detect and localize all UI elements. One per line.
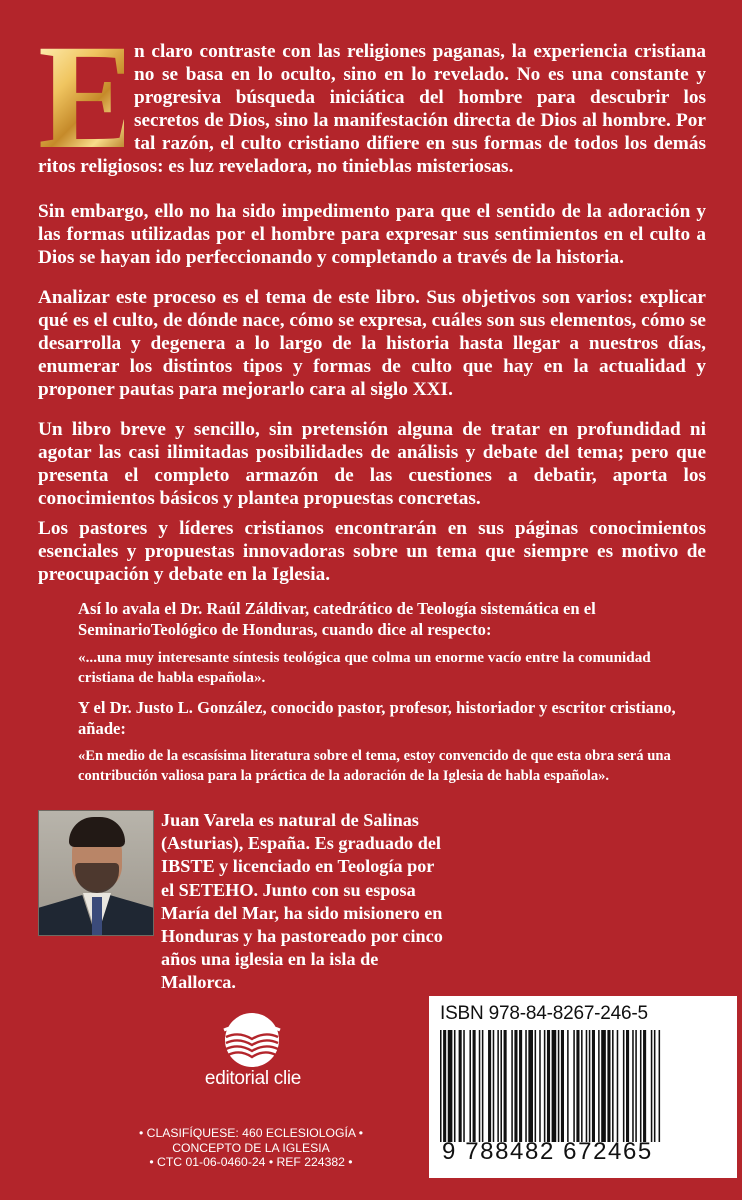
classification-line-2: CONCEPTO DE LA IGLESIA xyxy=(172,1140,330,1155)
classification-line-3: • CTC 01-06-0460-24 • REF 224382 • xyxy=(149,1155,353,1170)
intro-paragraph-3: Analizar este proceso es el tema de este libro. Sus objetivos son varios: explicar qué es el culto, de dónde nace, cómo se expresa, cuáles son sus elementos, cómo se desarrolla y degenera a lo largo de la historia hasta llegar a nuestros días, enumerar los distintos tipos y formas de culto que hay en la actualidad y proponer pautas para mejorarlo cara al siglo XXI. xyxy=(38,287,706,400)
intro-paragraph-2: Sin embargo, ello no ha sido impedimento para que el sentido de la adoración y las formas utilizadas por el hombre para expresar sus sentimientos en el culto a Dios se hayan ido perfeccionando y completando a través de la historia. xyxy=(38,201,706,268)
open-book-circle-logo-icon xyxy=(214,1010,290,1068)
endorsement-quote-1: «...una muy interesante síntesis teológica que colma un enorme vacío entre la comunidad cristiana de habla española». xyxy=(78,649,651,686)
endorsement-quote-2: «En medio de la escasísima literatura sobre el tema, estoy convencido de que esta obra será una contribución valiosa para la práctica de la adoración de la Iglesia de habla española». xyxy=(78,748,671,784)
isbn-label: ISBN 978-84-8267-246-5 xyxy=(440,1003,648,1024)
intro-paragraph-4: Un libro breve y sencillo, sin pretensión alguna de tratar en profundidad ni agotar las casi ilimitadas posibilidades de análisis y debate del tema; pero que presenta el completo armazón de las cuestiones a debatir, aporta los conocimientos básicos y plantea propuestas concretas. xyxy=(38,419,706,509)
barcode-bars xyxy=(438,1030,726,1142)
drop-cap-letter: E xyxy=(38,14,139,180)
author-bio: Juan Varela es natural de Salinas (Asturias), España. Es graduado del IBSTE y licenciado en Teología por el SETEHO. Junto con su esposa María del Mar, ha sido misionero en Honduras y ha pastoreado por cinco años una iglesia en la isla de Mallorca. xyxy=(161,810,443,993)
endorsement-intro-1: Así lo avala el Dr. Raúl Záldivar, catedrático de Teología sistemática en el SeminarioTeológico de Honduras, cuando dice al respecto: xyxy=(78,599,596,639)
endorsement-intro-2: Y el Dr. Justo L. González, conocido pastor, profesor, historiador y escritor cristiano, añade: xyxy=(78,698,676,738)
classification-block xyxy=(120,1126,382,1170)
intro-paragraph-1 xyxy=(38,14,706,180)
author-photo xyxy=(38,810,154,936)
barcode-digits: 9 788482 672465 xyxy=(442,1138,653,1165)
intro-paragraph-1-text: n claro contraste con las religiones paganas, la experiencia cristiana no se basa en lo oculto, sino en lo revelado. No es una constante y progresiva búsqueda iniciática del hombre para descubrir los secretos de Dios, sino la manifestación directa de Dios al hombre. Por tal razón, el culto cristiano difiere en sus formas de todos los demás ritos religiosos: es luz reveladora, no tinieblas misteriosas. xyxy=(38,41,706,177)
classification-line-1: • CLASIFÍQUESE: 460 ECLESIOLOGÍA • xyxy=(139,1126,363,1140)
intro-paragraph-5: Los pastores y líderes cristianos encontrarán en sus páginas conocimientos esenciales y propuestas innovadoras sobre un tema que siempre es motivo de preocupación y debate en la Iglesia. xyxy=(38,518,706,585)
publisher-name: editorial clie xyxy=(204,1068,302,1089)
barcode-panel xyxy=(429,996,737,1178)
